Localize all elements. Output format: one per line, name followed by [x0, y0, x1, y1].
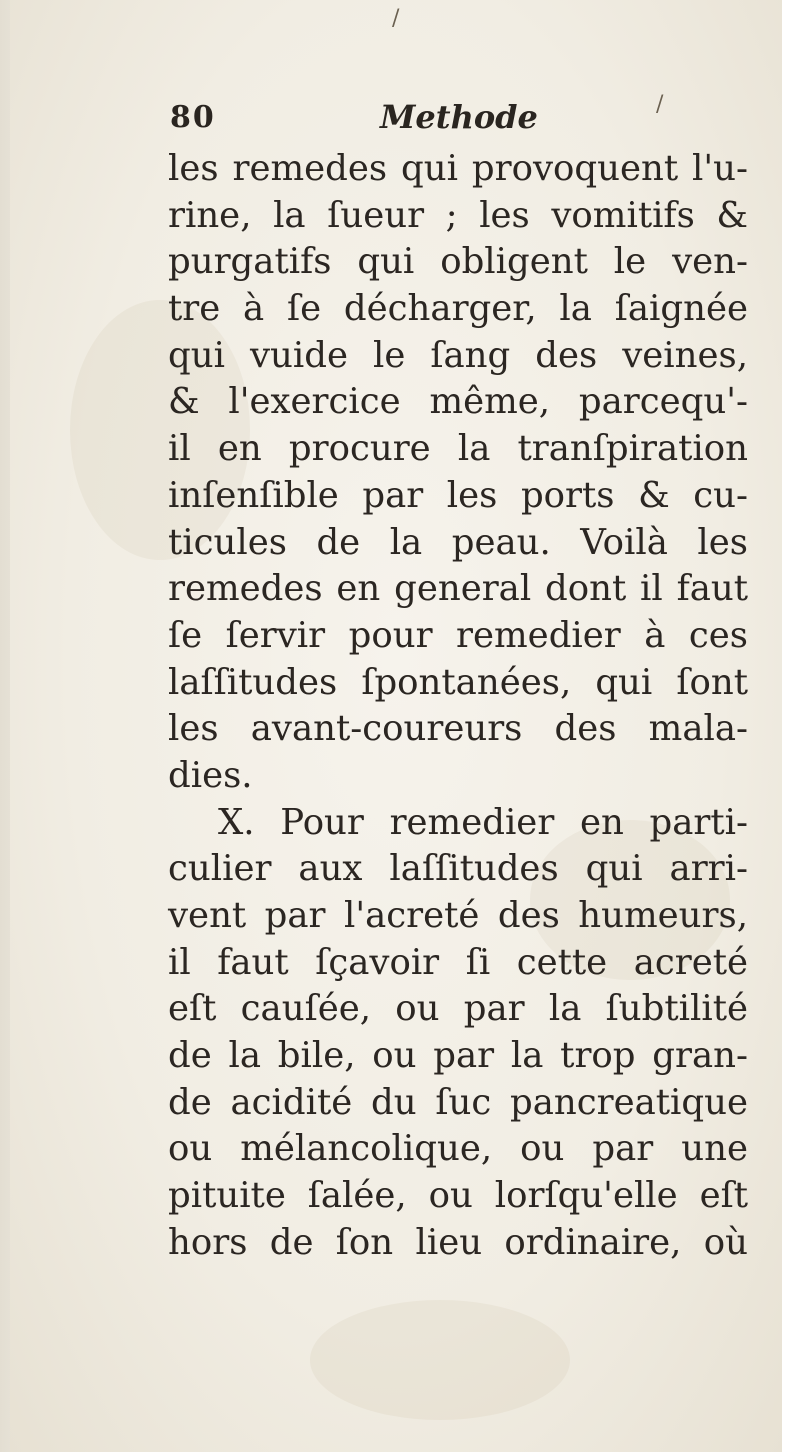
- text-line: eſt cauſée, ou par la ſubtilité: [168, 988, 748, 1030]
- text-line: il faut ſçavoir ſi cette acreté: [168, 941, 748, 983]
- text-line: & l'exercice même, parcequ'-: [168, 381, 748, 423]
- page-body: [168, 146, 748, 1267]
- text-line: pituite ſalée, ou lorſqu'elle eſt: [168, 1175, 748, 1217]
- text-line: qui vuide le ſang des veines,: [168, 334, 748, 376]
- text-line: dies.: [168, 754, 253, 796]
- text-line: laſſitudes ſpontanées, qui ſont: [168, 661, 748, 703]
- ink-speck: /: [656, 92, 664, 117]
- text-line: les remedes qui provoquent l'u-: [168, 148, 748, 189]
- text-line: remedes en general dont il faut: [168, 568, 748, 610]
- text-line: les avant-coureurs des mala-: [168, 708, 748, 750]
- text-line: il en procure la tranſpiration: [168, 428, 748, 470]
- text-line: inſenſible par les ports & cu-: [168, 474, 748, 516]
- text-line: vent par l'acreté des humeurs,: [168, 895, 748, 936]
- paragraph-start-line: X. Pour remedier en parti-: [218, 801, 748, 843]
- text-line: ſe ſervir pour remedier à ces: [168, 614, 748, 656]
- text-line: rine, la ſueur ; les vomitifs &: [168, 194, 748, 236]
- text-line: hors de ſon lieu ordinaire, où: [168, 1221, 748, 1263]
- running-title: Methode: [380, 98, 538, 136]
- page-number: 80: [170, 100, 216, 135]
- paper-stain: [310, 1300, 570, 1420]
- ink-speck: /: [392, 6, 400, 31]
- text-line: ticules de la peau. Voilà les: [168, 521, 748, 563]
- text-line: tre à ſe décharger, la ſaignée: [168, 288, 748, 330]
- text-line: culier aux laſſitudes qui arri-: [168, 848, 748, 890]
- text-line: purgatifs qui obligent le ven-: [168, 241, 748, 283]
- text-line: de acidité du ſuc pancreatique: [168, 1081, 748, 1123]
- text-line: de la bile, ou par la trop gran-: [168, 1035, 748, 1077]
- text-line: ou mélancolique, ou par une: [168, 1128, 748, 1170]
- page-header: [170, 96, 730, 146]
